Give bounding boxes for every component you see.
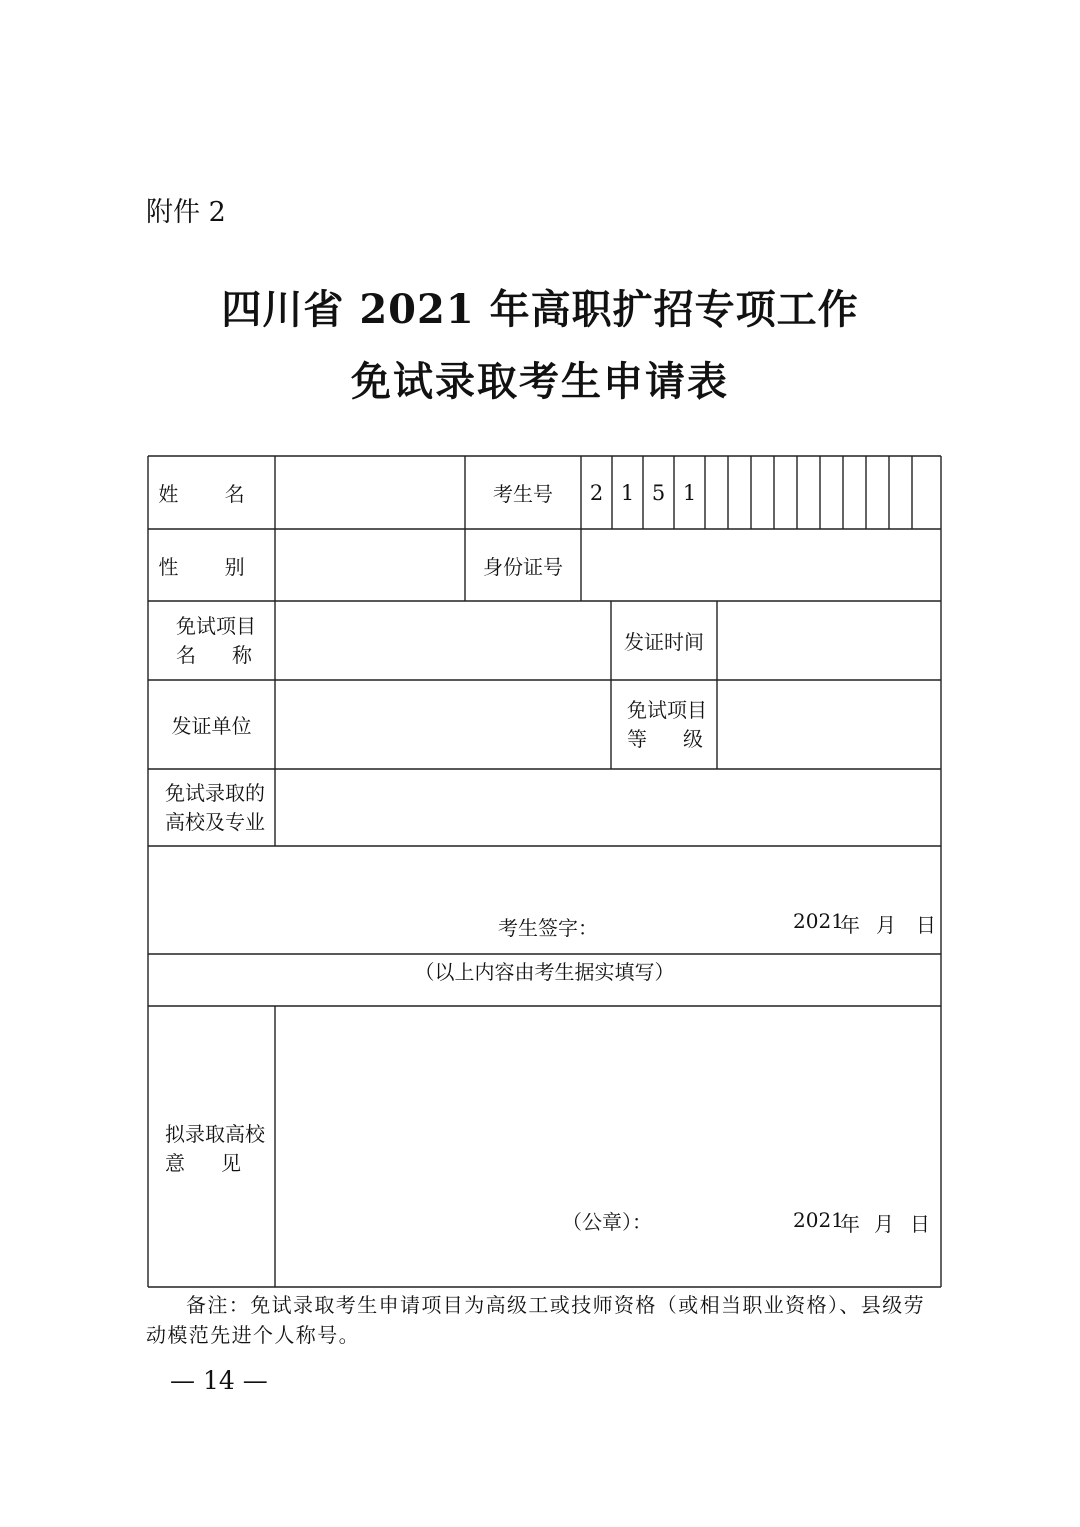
- exempt-item-name-label-line1: 免试项目: [176, 613, 256, 638]
- exam-no-digit[interactable]: 5: [651, 480, 666, 505]
- seal-day-unit: 日: [910, 1212, 930, 1236]
- exam-no-digit[interactable]: [912, 456, 941, 529]
- page-number: — 14 —: [170, 1366, 268, 1395]
- issue-date-label: 发证时间: [624, 630, 704, 654]
- school-opinion-label-char: 见: [221, 1151, 241, 1175]
- signature-day-unit: 日: [916, 913, 936, 937]
- school-opinion-label-line1: 拟录取高校: [165, 1122, 265, 1146]
- school-opinion-label: [165, 1120, 265, 1178]
- seal-month-unit: 月: [874, 1212, 894, 1236]
- exempt-item-level-field[interactable]: [718, 681, 940, 768]
- exempt-item-name-label: [176, 601, 256, 680]
- issue-date-field[interactable]: [718, 602, 940, 679]
- form-title-line2: 免试录取考生申请表: [351, 358, 729, 405]
- exam-no-digit[interactable]: [797, 456, 820, 529]
- gender-field[interactable]: [276, 530, 464, 600]
- gender-label: [148, 529, 275, 601]
- name-field[interactable]: [276, 457, 464, 528]
- exam-no-digit[interactable]: 1: [682, 480, 697, 505]
- exempt-item-name-field[interactable]: [276, 602, 610, 679]
- attachment-label: 附件 2: [146, 197, 226, 228]
- signature-year: 2021: [793, 909, 844, 933]
- remark-text: 备注：免试录取考生申请项目为高级工或技师资格（或相当职业资格）、县级劳动模范先进个人称号。: [146, 1293, 925, 1347]
- id-no-field[interactable]: [582, 530, 940, 600]
- exempt-item-level-label-char: 等: [627, 726, 647, 751]
- gender-label-text: 性 别: [158, 554, 265, 579]
- school-opinion-label-line2: [165, 1149, 241, 1178]
- exam-no-digit[interactable]: [774, 456, 797, 529]
- exempt-item-name-label-line2: [176, 641, 252, 670]
- form-title-line1: 四川省 2021 年高职扩招专项工作: [221, 286, 859, 333]
- issuer-label: 发证单位: [171, 714, 252, 738]
- exam-no-digit[interactable]: [728, 456, 751, 529]
- exam-no-digit[interactable]: [751, 456, 774, 529]
- school-opinion-field[interactable]: [276, 1007, 940, 1286]
- name-label-text: 姓 名: [158, 482, 265, 506]
- exempt-item-level-label-line2: [627, 725, 703, 754]
- exam-no-digit[interactable]: [866, 456, 889, 529]
- school-opinion-label-char: 意: [165, 1151, 185, 1175]
- admit-school-major-label-line2: 高校及专业: [165, 809, 265, 834]
- signature-year-unit: 年: [840, 913, 860, 937]
- admit-school-major-field[interactable]: [276, 770, 940, 845]
- exempt-item-level-label: [627, 680, 707, 769]
- exempt-item-level-label-line1: 免试项目: [627, 697, 707, 722]
- issuer-field[interactable]: [276, 681, 610, 768]
- id-no-label: 身份证号: [483, 554, 563, 579]
- name-label: [148, 456, 275, 529]
- admit-school-major-label: [165, 769, 265, 846]
- exempt-item-name-label-char: 称: [232, 642, 252, 667]
- admit-school-major-label-line1: 免试录取的: [165, 780, 265, 805]
- exam-no-digit[interactable]: [820, 456, 843, 529]
- exempt-item-level-label-char: 级: [683, 726, 703, 751]
- exam-no-digit[interactable]: [705, 456, 728, 529]
- signature-label: 考生签字：: [498, 916, 598, 940]
- seal-year: 2021: [793, 1208, 844, 1232]
- exam-no-digit[interactable]: 1: [620, 480, 635, 505]
- exam-no-digit[interactable]: [889, 456, 912, 529]
- exempt-item-name-label-char: 名: [176, 642, 196, 667]
- exam-no-digit[interactable]: [843, 456, 866, 529]
- seal-year-unit: 年: [840, 1212, 860, 1236]
- fill-note: （以上内容由考生据实填写）: [414, 960, 675, 984]
- signature-month-unit: 月: [876, 913, 896, 937]
- exam-no-digit[interactable]: 2: [589, 480, 604, 505]
- seal-label: （公章）：: [562, 1210, 652, 1234]
- exam-no-label: 考生号: [493, 482, 553, 506]
